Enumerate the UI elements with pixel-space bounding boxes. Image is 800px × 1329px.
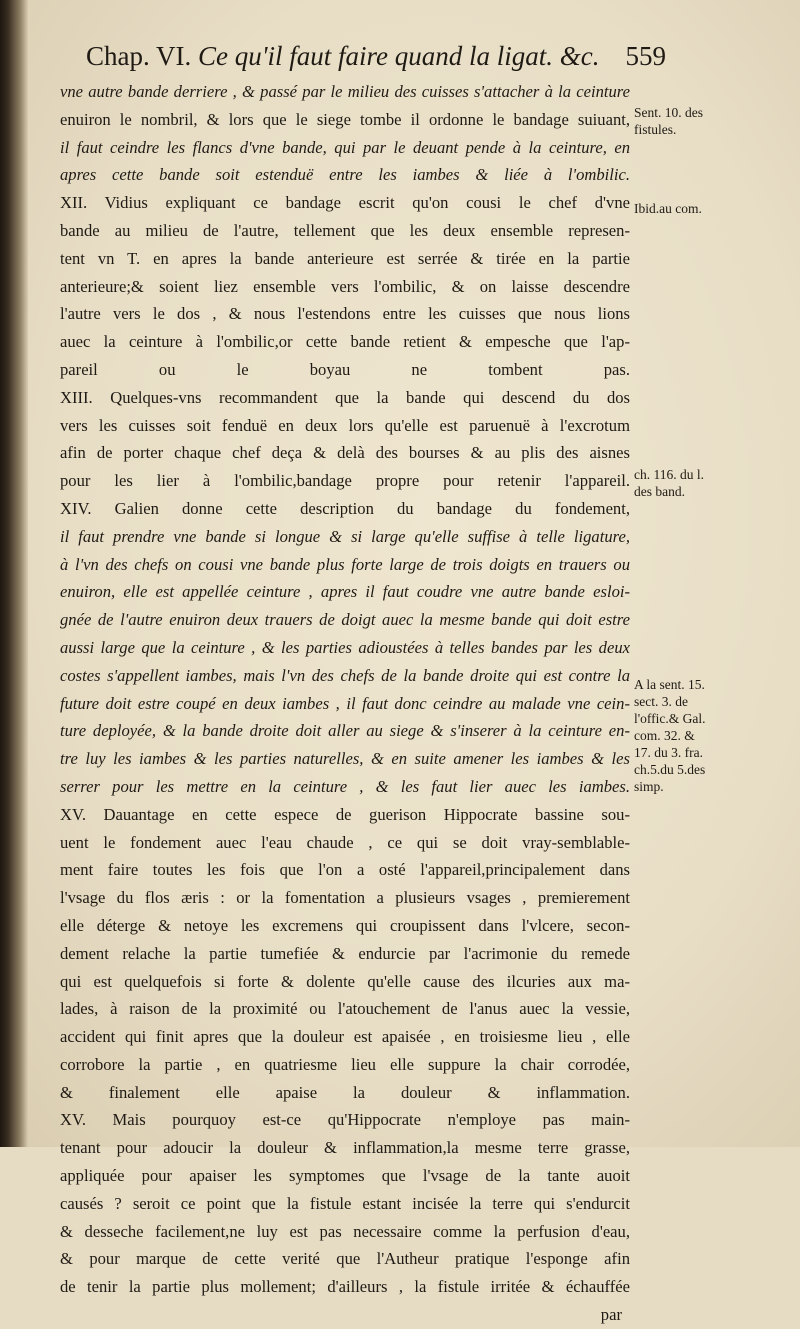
text-line: ment faire toutes les fois que l'on a osté l'appareil,principalement dans <box>60 860 630 880</box>
text-line: appliquée pour apaiser les symptomes que l'vsage de la tante auoit <box>60 1166 630 1186</box>
text-line: qui est quelquefois si forte & dolente qu'elle cause des ilcuries aux ma- <box>60 971 630 991</box>
catchword: par <box>600 1305 622 1325</box>
text-line: accident qui finit apres que la douleur est apaisée , en troisiesme lieu , elle <box>60 1027 630 1047</box>
chapter-title: Ce qu'il faut faire quand la ligat. &c. <box>198 41 600 71</box>
text-line: afin de porter chaque chef deça & delà des bourses & au plis des aisnes <box>60 443 630 463</box>
text-line: & finalement elle apaise la douleur & inflammation. <box>60 1082 630 1102</box>
text-line: il faut ceindre les flancs d'vne bande, qui par le deuant pende à la ceinture, en <box>60 137 630 157</box>
text-line: bande au milieu de l'autre, tellement que les deux ensemble represen- <box>60 220 630 240</box>
text-line: XII. Vidius expliquant ce bandage escrit qu'on cousi le chef d'vne <box>60 193 630 213</box>
text-line: & desseche facilement,ne luy est pas necessaire comme la perfusion d'eau, <box>60 1221 630 1241</box>
text-line: XV. Dauantage en cette espece de guerison Hippocrate bassine sou- <box>60 804 630 824</box>
text-line: elle déterge & netoye les excremens qui croupissent dans l'vlcere, secon- <box>60 915 630 935</box>
margin-note-line: Ibid.au com. <box>634 201 702 216</box>
margin-note-line: l'offic.& Gal. <box>634 711 706 726</box>
text-line: XIV. Galien donne cette description du bandage du fondement, <box>60 498 630 518</box>
body-text <box>60 78 630 1329</box>
page-number: 559 <box>625 41 666 71</box>
margin-note-line: fistules. <box>634 122 677 137</box>
text-line: XV. Mais pourquoy est-ce qu'Hippocrate n'employe pas main- <box>60 1110 630 1130</box>
text-line: enuiron le nombril, & lors que le siege tombe il ordonne le bandage suiuant, <box>60 109 630 129</box>
text-line: ture deployée, & la bande droite doit aller au siege & s'inserer à la ceinture en- <box>60 721 630 741</box>
margin-note-3 <box>634 466 794 500</box>
text-line: anterieure;& soient liez ensemble vers l'ombilic, & on laisse descendre <box>60 276 630 296</box>
text-line: gnée de l'autre enuiron deux trauers de doigt auec la mesme bande qui doit estre <box>60 610 630 630</box>
text-line: vne autre bande derriere , & passé par le milieu des cuisses s'attacher à la ceinture <box>60 82 630 101</box>
text-line: auec la ceinture à l'ombilic,or cette bande retient & empesche que l'ap- <box>60 332 630 352</box>
margin-note-line: 17. du 3. fra. <box>634 745 703 760</box>
text-line: tent vn T. en apres la bande anterieure est serrée & tirée en la partie <box>60 248 630 268</box>
margin-note-line: A la sent. 15. <box>634 677 705 692</box>
text-line: lades, à raison de la proximité ou l'atouchement de l'anus auec la vessie, <box>60 999 630 1019</box>
text-line: uent le fondement auec l'eau chaude , ce qui se doit vray-semblable- <box>60 832 630 852</box>
margin-note-line: ch.5.du 5.des <box>634 762 706 777</box>
margin-note-line: sect. 3. de <box>634 694 688 709</box>
running-header <box>86 36 666 76</box>
text-line: causés ? seroit ce point que la fistule estant incisée la terre qui s'endurcit <box>60 1193 630 1213</box>
text-line: corrobore la partie , en quatriesme lieu elle suppure la chair corrodée, <box>60 1054 630 1074</box>
text-line: future doit estre coupé en deux iambes , il faut donc ceindre au malade vne cein- <box>60 693 630 713</box>
page-binding-shadow <box>0 0 28 1147</box>
margin-note-line: com. 32. & <box>634 728 695 743</box>
text-line: vers les cuisses soit fenduë en deux lors qu'elle est paruenuë à l'excrotum <box>60 415 630 435</box>
text-line: pour les lier à l'ombilic,bandage propre pour retenir l'appareil. <box>60 471 630 491</box>
text-line: l'autre vers le dos , & nous l'estendons entre les cuisses que nous lions <box>60 304 630 324</box>
text-line: tre luy les iambes & les parties naturelles, & en suite amener les iambes & les <box>60 749 630 769</box>
text-line: serrer pour les mettre en la ceinture , & les faut lier auec les iambes. <box>60 776 630 796</box>
margin-note-1 <box>634 104 794 138</box>
text-line: pareil ou le boyau ne tombent pas. <box>60 359 630 379</box>
margin-note-line: des band. <box>634 484 685 499</box>
text-line: enuiron, elle est appellée ceinture , apres il faut coudre vne autre bande esloi- <box>60 582 630 602</box>
margin-note-line: Sent. 10. des <box>634 105 703 120</box>
text-line: aussi large que la ceinture , & les parties adioustées à telles bandes par les deux <box>60 637 630 657</box>
text-line: il faut prendre vne bande si longue & si large qu'elle suffise à telle ligature, <box>60 526 630 546</box>
margin-note-line: simp. <box>634 779 664 794</box>
margin-note-4 <box>634 676 794 795</box>
text-line: & pour marque de cette verité que l'Autheur pratique l'esponge afin <box>60 1249 630 1269</box>
text-line: l'vsage du flos æris : or la fomentation a plusieurs vsages , premierement <box>60 888 630 908</box>
chapter-label: Chap. VI. <box>86 41 192 71</box>
margin-note-line: ch. 116. du l. <box>634 467 704 482</box>
text-line: costes s'appellent iambes, mais l'vn des chefs de la bande droite qui est contre la <box>60 665 630 685</box>
text-line: apres cette bande soit estenduë entre les iambes & liée à l'ombilic. <box>60 165 630 185</box>
text-line: tenant pour adoucir la douleur & inflammation,la mesme terre grasse, <box>60 1138 630 1158</box>
text-line: de tenir la partie plus mollement; d'ailleurs , la fistule irritée & échauffée <box>60 1277 630 1297</box>
margin-note-2 <box>634 200 794 217</box>
text-line: dement relache la partie tumefiée & endurcie par l'acrimonie du remede <box>60 943 630 963</box>
text-line: XIII. Quelques-vns recommandent que la bande qui descend du dos <box>60 387 630 407</box>
text-line: à l'vn des chefs on cousi vne bande plus forte large de trois doigts en trauers ou <box>60 554 630 574</box>
